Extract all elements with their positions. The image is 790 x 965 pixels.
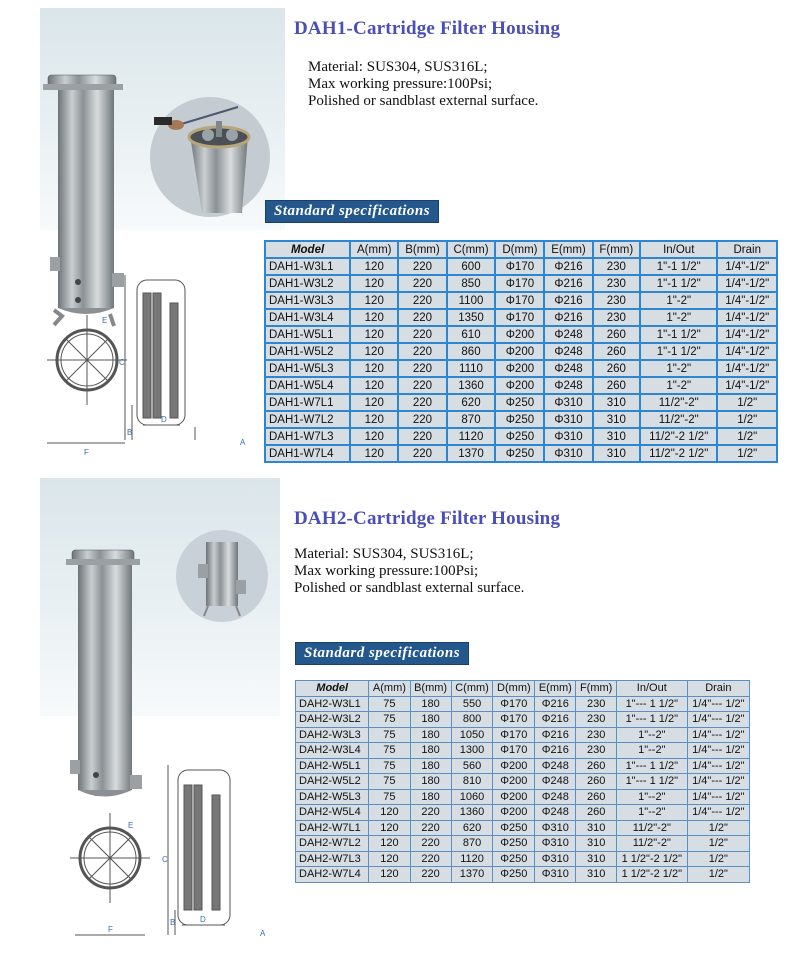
- value-cell: 11/2"-2": [640, 411, 717, 428]
- value-cell: 310: [576, 820, 616, 836]
- value-cell: 1 1/2"-2 1/2": [616, 867, 687, 883]
- table-row: [265, 360, 777, 377]
- value-cell: 11/2"-2": [640, 394, 717, 411]
- value-cell: 120: [350, 258, 398, 275]
- value-cell: 180: [410, 774, 451, 790]
- value-cell: 75: [369, 758, 410, 774]
- model-cell: DAH1-W3L4: [265, 309, 350, 326]
- value-cell: 1"--2": [616, 727, 687, 743]
- model-cell: DAH1-W3L3: [265, 292, 350, 309]
- value-cell: 1050: [451, 727, 493, 743]
- standard-specifications-banner: Standard specifications: [295, 642, 469, 665]
- value-cell: Φ170: [495, 258, 544, 275]
- model-cell: DAH2-W7L1: [296, 820, 369, 836]
- value-cell: Φ250: [493, 851, 535, 867]
- value-cell: 75: [369, 774, 410, 790]
- section-title: DAH1-Cartridge Filter Housing: [294, 18, 561, 39]
- value-cell: 220: [398, 394, 446, 411]
- value-cell: 11/2"-2": [616, 820, 687, 836]
- model-cell: DAH1-W7L3: [265, 428, 350, 445]
- table-row: [296, 851, 750, 867]
- dimension-label-d: D: [161, 415, 167, 424]
- value-cell: 260: [576, 789, 616, 805]
- value-cell: 870: [447, 411, 496, 428]
- table-row: [265, 343, 777, 360]
- value-cell: 1360: [447, 377, 496, 394]
- table-row: [265, 445, 777, 462]
- value-cell: Φ216: [544, 275, 592, 292]
- column-header: E(mm): [544, 241, 592, 258]
- value-cell: Φ310: [535, 820, 576, 836]
- value-cell: 180: [410, 696, 451, 712]
- value-cell: 1"-2": [640, 292, 717, 309]
- table-row: [296, 820, 750, 836]
- value-cell: Φ200: [493, 805, 535, 821]
- value-cell: Φ250: [495, 411, 544, 428]
- model-cell: DAH2-W3L4: [296, 743, 369, 759]
- model-cell: DAH2-W3L1: [296, 696, 369, 712]
- value-cell: 1/4"--- 1/2": [687, 774, 749, 790]
- value-cell: 220: [398, 428, 446, 445]
- model-cell: DAH1-W7L1: [265, 394, 350, 411]
- value-cell: 1"-1 1/2": [640, 275, 717, 292]
- value-cell: 1/4"--- 1/2": [687, 805, 749, 821]
- value-cell: 310: [576, 867, 616, 883]
- value-cell: 1/4"-1/2": [717, 326, 777, 343]
- value-cell: Φ248: [535, 774, 576, 790]
- value-cell: Φ200: [493, 789, 535, 805]
- table-row: [296, 867, 750, 883]
- value-cell: 120: [350, 343, 398, 360]
- table-row: [296, 836, 750, 852]
- value-cell: Φ216: [535, 743, 576, 759]
- value-cell: 1/4"--- 1/2": [687, 789, 749, 805]
- value-cell: 310: [593, 394, 640, 411]
- value-cell: 75: [369, 743, 410, 759]
- model-cell: DAH2-W7L2: [296, 836, 369, 852]
- value-cell: 120: [350, 309, 398, 326]
- model-cell: DAH2-W5L1: [296, 758, 369, 774]
- value-cell: 1"-2": [640, 377, 717, 394]
- value-cell: Φ170: [493, 727, 535, 743]
- table-row: [296, 727, 750, 743]
- value-cell: 180: [410, 743, 451, 759]
- value-cell: 120: [350, 275, 398, 292]
- value-cell: 120: [369, 836, 410, 852]
- value-cell: 550: [451, 696, 493, 712]
- value-cell: 180: [410, 727, 451, 743]
- value-cell: 810: [451, 774, 493, 790]
- spec-description: [294, 546, 524, 597]
- value-cell: Φ170: [495, 309, 544, 326]
- value-cell: 220: [398, 377, 446, 394]
- column-header: C(mm): [447, 241, 496, 258]
- value-cell: 75: [369, 696, 410, 712]
- value-cell: Φ250: [493, 836, 535, 852]
- column-header: B(mm): [398, 241, 446, 258]
- table-row: [265, 275, 777, 292]
- model-cell: DAH1-W7L4: [265, 445, 350, 462]
- value-cell: Φ216: [535, 696, 576, 712]
- value-cell: 260: [593, 343, 640, 360]
- column-header: Drain: [687, 681, 749, 697]
- technical-drawing: [60, 740, 275, 940]
- value-cell: Φ170: [495, 292, 544, 309]
- value-cell: 220: [398, 275, 446, 292]
- value-cell: 120: [350, 377, 398, 394]
- table-row: [265, 394, 777, 411]
- value-cell: 1 1/2"-2 1/2": [616, 851, 687, 867]
- value-cell: 260: [576, 774, 616, 790]
- value-cell: 1"-1 1/2": [640, 258, 717, 275]
- value-cell: 120: [369, 851, 410, 867]
- value-cell: 1/4"-1/2": [717, 343, 777, 360]
- value-cell: 75: [369, 712, 410, 728]
- value-cell: 180: [410, 758, 451, 774]
- spec-line-surface: Polished or sandblast external surface.: [294, 580, 525, 596]
- column-header: C(mm): [451, 681, 493, 697]
- table-row: [265, 258, 777, 275]
- value-cell: 260: [593, 326, 640, 343]
- model-cell: DAH2-W7L3: [296, 851, 369, 867]
- model-cell: DAH1-W5L4: [265, 377, 350, 394]
- value-cell: 260: [593, 360, 640, 377]
- column-header: In/Out: [640, 241, 717, 258]
- column-header: A(mm): [350, 241, 398, 258]
- value-cell: Φ216: [544, 309, 592, 326]
- value-cell: 1/4"--- 1/2": [687, 758, 749, 774]
- value-cell: 1/4"-1/2": [717, 275, 777, 292]
- model-cell: DAH1-W5L2: [265, 343, 350, 360]
- column-header: Drain: [717, 241, 777, 258]
- spec-line-pressure: Max working pressure:100Psi;: [308, 76, 493, 92]
- column-header: E(mm): [535, 681, 576, 697]
- value-cell: 260: [576, 758, 616, 774]
- value-cell: 1360: [451, 805, 493, 821]
- value-cell: 1100: [447, 292, 496, 309]
- value-cell: 1/2": [717, 445, 777, 462]
- dimension-label-e: E: [128, 821, 134, 830]
- value-cell: Φ248: [535, 758, 576, 774]
- value-cell: 1"--- 1 1/2": [616, 774, 687, 790]
- value-cell: 870: [451, 836, 493, 852]
- value-cell: 11/2"-2": [616, 836, 687, 852]
- value-cell: Φ216: [544, 258, 592, 275]
- value-cell: 75: [369, 727, 410, 743]
- value-cell: Φ170: [493, 712, 535, 728]
- value-cell: 1/4"-1/2": [717, 360, 777, 377]
- value-cell: Φ216: [535, 712, 576, 728]
- value-cell: 600: [447, 258, 496, 275]
- section-title: DAH2-Cartridge Filter Housing: [294, 508, 561, 529]
- value-cell: 610: [447, 326, 496, 343]
- value-cell: Φ200: [495, 343, 544, 360]
- value-cell: 1"-1 1/2": [640, 326, 717, 343]
- spec-line-surface: Polished or sandblast external surface.: [308, 93, 539, 109]
- value-cell: 120: [350, 292, 398, 309]
- value-cell: 1120: [447, 428, 496, 445]
- value-cell: Φ248: [544, 360, 592, 377]
- value-cell: 11/2"-2 1/2": [640, 445, 717, 462]
- value-cell: 230: [576, 712, 616, 728]
- value-cell: 220: [398, 411, 446, 428]
- standard-specifications-banner: Standard specifications: [265, 200, 439, 223]
- table-row: [265, 377, 777, 394]
- value-cell: Φ248: [544, 377, 592, 394]
- column-header: F(mm): [576, 681, 616, 697]
- value-cell: 230: [576, 696, 616, 712]
- model-cell: DAH2-W5L2: [296, 774, 369, 790]
- value-cell: 220: [410, 805, 451, 821]
- value-cell: 1"-1 1/2": [640, 343, 717, 360]
- column-header: D(mm): [493, 681, 535, 697]
- dimension-label-d: D: [200, 915, 206, 924]
- value-cell: 310: [576, 836, 616, 852]
- value-cell: Φ200: [495, 377, 544, 394]
- table-row: [296, 696, 750, 712]
- value-cell: 1"-2": [640, 309, 717, 326]
- column-header: A(mm): [369, 681, 410, 697]
- value-cell: 1/4"--- 1/2": [687, 743, 749, 759]
- value-cell: 220: [398, 343, 446, 360]
- value-cell: 1"--2": [616, 743, 687, 759]
- value-cell: 1300: [451, 743, 493, 759]
- value-cell: 1/4"--- 1/2": [687, 712, 749, 728]
- value-cell: 560: [451, 758, 493, 774]
- value-cell: 180: [410, 789, 451, 805]
- model-cell: DAH1-W3L1: [265, 258, 350, 275]
- model-cell: DAH1-W3L2: [265, 275, 350, 292]
- value-cell: Φ248: [544, 343, 592, 360]
- value-cell: 1/2": [717, 411, 777, 428]
- value-cell: Φ310: [544, 394, 592, 411]
- value-cell: 120: [369, 805, 410, 821]
- value-cell: 75: [369, 789, 410, 805]
- value-cell: 230: [593, 275, 640, 292]
- value-cell: 220: [410, 820, 451, 836]
- value-cell: Φ248: [535, 805, 576, 821]
- table-row: [265, 428, 777, 445]
- value-cell: Φ170: [495, 275, 544, 292]
- model-cell: DAH2-W7L4: [296, 867, 369, 883]
- value-cell: 180: [410, 712, 451, 728]
- value-cell: 310: [593, 411, 640, 428]
- value-cell: Φ310: [544, 411, 592, 428]
- model-cell: DAH2-W5L4: [296, 805, 369, 821]
- table-row: [265, 292, 777, 309]
- column-header: F(mm): [593, 241, 640, 258]
- spec-description: [308, 59, 538, 110]
- dimension-label-a: A: [240, 438, 246, 447]
- value-cell: 230: [593, 292, 640, 309]
- value-cell: Φ310: [535, 851, 576, 867]
- specifications-table: [295, 680, 750, 883]
- table-row: [296, 743, 750, 759]
- value-cell: 1/4"-1/2": [717, 377, 777, 394]
- value-cell: 120: [350, 428, 398, 445]
- value-cell: 1"--2": [616, 789, 687, 805]
- value-cell: 220: [398, 258, 446, 275]
- value-cell: 260: [593, 377, 640, 394]
- value-cell: 1"--- 1 1/2": [616, 696, 687, 712]
- model-cell: DAH2-W3L2: [296, 712, 369, 728]
- value-cell: 1/2": [687, 820, 749, 836]
- table-row: [296, 758, 750, 774]
- value-cell: 120: [350, 411, 398, 428]
- model-cell: DAH2-W3L3: [296, 727, 369, 743]
- value-cell: Φ170: [493, 743, 535, 759]
- value-cell: 800: [451, 712, 493, 728]
- table-header-row: [265, 241, 777, 258]
- value-cell: 220: [398, 292, 446, 309]
- value-cell: Φ250: [495, 445, 544, 462]
- value-cell: Φ310: [544, 445, 592, 462]
- value-cell: 120: [369, 867, 410, 883]
- value-cell: 1"--- 1 1/2": [616, 758, 687, 774]
- column-header: Model: [296, 681, 369, 697]
- value-cell: 1060: [451, 789, 493, 805]
- value-cell: Φ216: [535, 727, 576, 743]
- value-cell: 120: [369, 820, 410, 836]
- value-cell: 1/4"-1/2": [717, 292, 777, 309]
- value-cell: 1/2": [717, 428, 777, 445]
- table-row: [296, 774, 750, 790]
- value-cell: Φ248: [535, 789, 576, 805]
- value-cell: 220: [410, 867, 451, 883]
- value-cell: Φ248: [544, 326, 592, 343]
- value-cell: Φ200: [493, 758, 535, 774]
- dimension-label-b: B: [170, 918, 176, 927]
- dimension-label-c: C: [119, 358, 125, 367]
- filter-housing-inset-photo: [174, 528, 270, 624]
- table-row: [296, 712, 750, 728]
- value-cell: 1/2": [717, 394, 777, 411]
- dimension-label-c: C: [162, 855, 168, 864]
- value-cell: Φ200: [495, 326, 544, 343]
- column-header: Model: [265, 241, 350, 258]
- value-cell: 1350: [447, 309, 496, 326]
- value-cell: 1/4"--- 1/2": [687, 727, 749, 743]
- value-cell: 220: [410, 836, 451, 852]
- value-cell: 310: [593, 428, 640, 445]
- value-cell: 120: [350, 326, 398, 343]
- value-cell: 230: [593, 258, 640, 275]
- value-cell: 220: [398, 309, 446, 326]
- value-cell: 1"--2": [616, 805, 687, 821]
- model-cell: DAH1-W5L3: [265, 360, 350, 377]
- table-row: [265, 326, 777, 343]
- dimension-label-f: F: [108, 925, 113, 934]
- value-cell: Φ310: [544, 428, 592, 445]
- value-cell: 1/4"-1/2": [717, 258, 777, 275]
- spec-line-material: Material: SUS304, SUS316L;: [308, 59, 488, 75]
- value-cell: Φ216: [544, 292, 592, 309]
- value-cell: 230: [576, 743, 616, 759]
- value-cell: Φ200: [495, 360, 544, 377]
- value-cell: 220: [398, 445, 446, 462]
- value-cell: 120: [350, 360, 398, 377]
- value-cell: 620: [447, 394, 496, 411]
- value-cell: 1120: [451, 851, 493, 867]
- table-row: [265, 309, 777, 326]
- column-header: B(mm): [410, 681, 451, 697]
- value-cell: 120: [350, 394, 398, 411]
- value-cell: 260: [576, 805, 616, 821]
- technical-drawing: [35, 265, 255, 460]
- value-cell: Φ310: [535, 867, 576, 883]
- table-row: [296, 789, 750, 805]
- value-cell: 220: [398, 360, 446, 377]
- dimension-label-a: A: [260, 929, 266, 938]
- value-cell: 1"-2": [640, 360, 717, 377]
- model-cell: DAH1-W5L1: [265, 326, 350, 343]
- value-cell: Φ170: [493, 696, 535, 712]
- filter-cartridge-inset-photo: [148, 95, 273, 220]
- model-cell: DAH1-W7L2: [265, 411, 350, 428]
- value-cell: 220: [410, 851, 451, 867]
- column-header: In/Out: [616, 681, 687, 697]
- value-cell: 620: [451, 820, 493, 836]
- value-cell: Φ200: [493, 774, 535, 790]
- dimension-label-b: B: [127, 428, 133, 437]
- specifications-table: [264, 240, 778, 463]
- value-cell: 1"--- 1 1/2": [616, 712, 687, 728]
- value-cell: 220: [398, 326, 446, 343]
- dimension-label-e: E: [102, 316, 108, 325]
- table-row: [296, 805, 750, 821]
- spec-line-pressure: Max working pressure:100Psi;: [294, 563, 479, 579]
- value-cell: 310: [593, 445, 640, 462]
- model-cell: DAH2-W5L3: [296, 789, 369, 805]
- value-cell: 120: [350, 445, 398, 462]
- value-cell: 1370: [447, 445, 496, 462]
- value-cell: Φ310: [535, 836, 576, 852]
- value-cell: Φ250: [495, 394, 544, 411]
- value-cell: 230: [576, 727, 616, 743]
- table-row: [265, 411, 777, 428]
- value-cell: 1110: [447, 360, 496, 377]
- value-cell: 850: [447, 275, 496, 292]
- value-cell: 310: [576, 851, 616, 867]
- value-cell: Φ250: [495, 428, 544, 445]
- dimension-label-f: F: [84, 448, 89, 457]
- value-cell: 11/2"-2 1/2": [640, 428, 717, 445]
- column-header: D(mm): [495, 241, 544, 258]
- value-cell: 1/2": [687, 851, 749, 867]
- value-cell: 860: [447, 343, 496, 360]
- spec-line-material: Material: SUS304, SUS316L;: [294, 546, 474, 562]
- table-header-row: [296, 681, 750, 697]
- value-cell: 1/2": [687, 836, 749, 852]
- value-cell: 230: [593, 309, 640, 326]
- value-cell: Φ250: [493, 820, 535, 836]
- value-cell: 1370: [451, 867, 493, 883]
- value-cell: 1/4"-1/2": [717, 309, 777, 326]
- value-cell: 1/2": [687, 867, 749, 883]
- value-cell: Φ250: [493, 867, 535, 883]
- value-cell: 1/4"--- 1/2": [687, 696, 749, 712]
